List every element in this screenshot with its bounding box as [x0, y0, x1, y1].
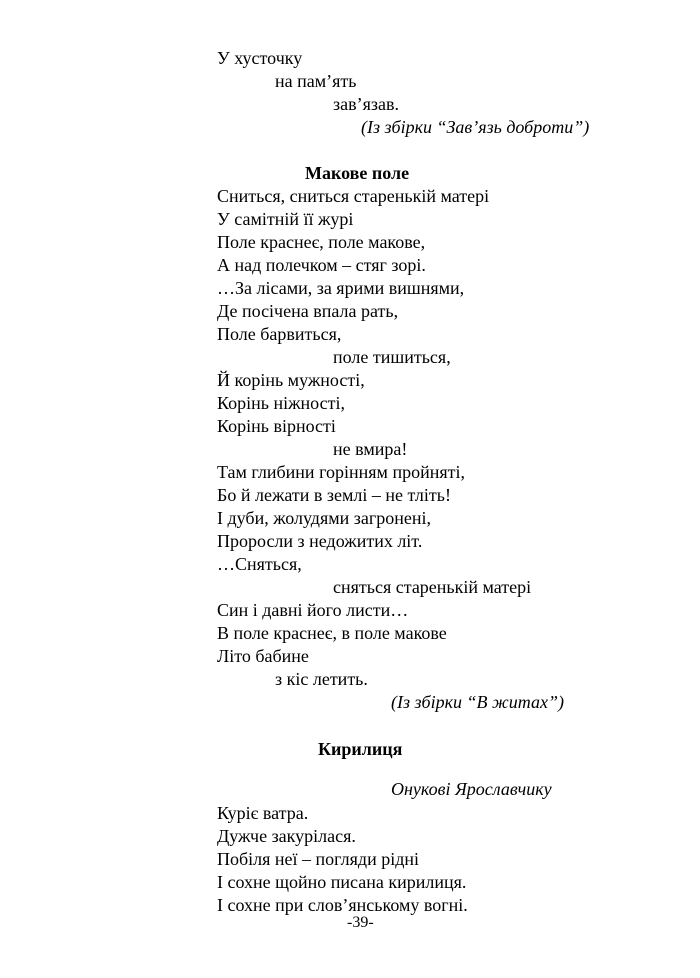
poem-line: А над полечком – стяг зорі. [217, 255, 426, 275]
poem-line: …Сняться, [217, 554, 302, 574]
source-citation: (Із збірки “Зав’язь доброти”) [361, 117, 590, 137]
poem-line: Й корінь мужності, [217, 370, 365, 390]
poem-line: Поле краснеє, поле макове, [217, 232, 426, 252]
poem-dedication: Онукові Ярославчику [391, 779, 552, 799]
poem-line: Куріє ватра. [217, 803, 309, 823]
poem-line: Корінь ніжності, [217, 393, 345, 413]
source-citation: (Із збірки “В житах”) [391, 692, 564, 712]
page-number: -39- [347, 914, 374, 931]
poem-line: …За лісами, за ярими вишнями, [217, 278, 465, 298]
poem-line: Сниться, сниться старенькій матері [217, 186, 490, 206]
poem-line: Бо й лежати в землі – не тліть! [217, 485, 451, 505]
poem-line: Де посічена впала рать, [217, 301, 399, 321]
poem-line: В поле краснеє, в поле макове [217, 623, 447, 643]
poem-line: І сохне при слов’янському вогні. [217, 895, 468, 915]
poem-line: Проросли з недожитих літ. [217, 531, 423, 551]
poem-line: Там глибини горінням пройняті, [217, 462, 465, 482]
poem-title: Макове поле [305, 163, 410, 183]
poem-line: Літо бабине [217, 646, 309, 666]
poem-line: Син і давні його листи… [217, 600, 409, 620]
poem-line: на пам’ять [275, 71, 357, 91]
poem-line: Дужче закурілася. [217, 826, 356, 846]
poem-line: поле тишиться, [333, 347, 451, 367]
poem-line: У хусточку [217, 48, 303, 68]
poem-line: І дуби, жолудями загронені, [217, 508, 432, 528]
poem-title: Кирилиця [318, 739, 403, 759]
poem-line: зав’язав. [333, 94, 399, 114]
poem-line: Корінь вірності [217, 416, 336, 436]
poem-line: Поле барвиться, [217, 324, 342, 344]
poem-line: не вмира! [333, 439, 408, 459]
poem-line: з кіс летить. [275, 669, 368, 689]
poem-line: сняться старенькій матері [333, 577, 532, 597]
poem-line: У самітній її журі [217, 209, 354, 229]
poem-line: І сохне щойно писана кирилиця. [217, 872, 467, 892]
poem-line: Побіля неї – погляди рідні [217, 849, 419, 869]
